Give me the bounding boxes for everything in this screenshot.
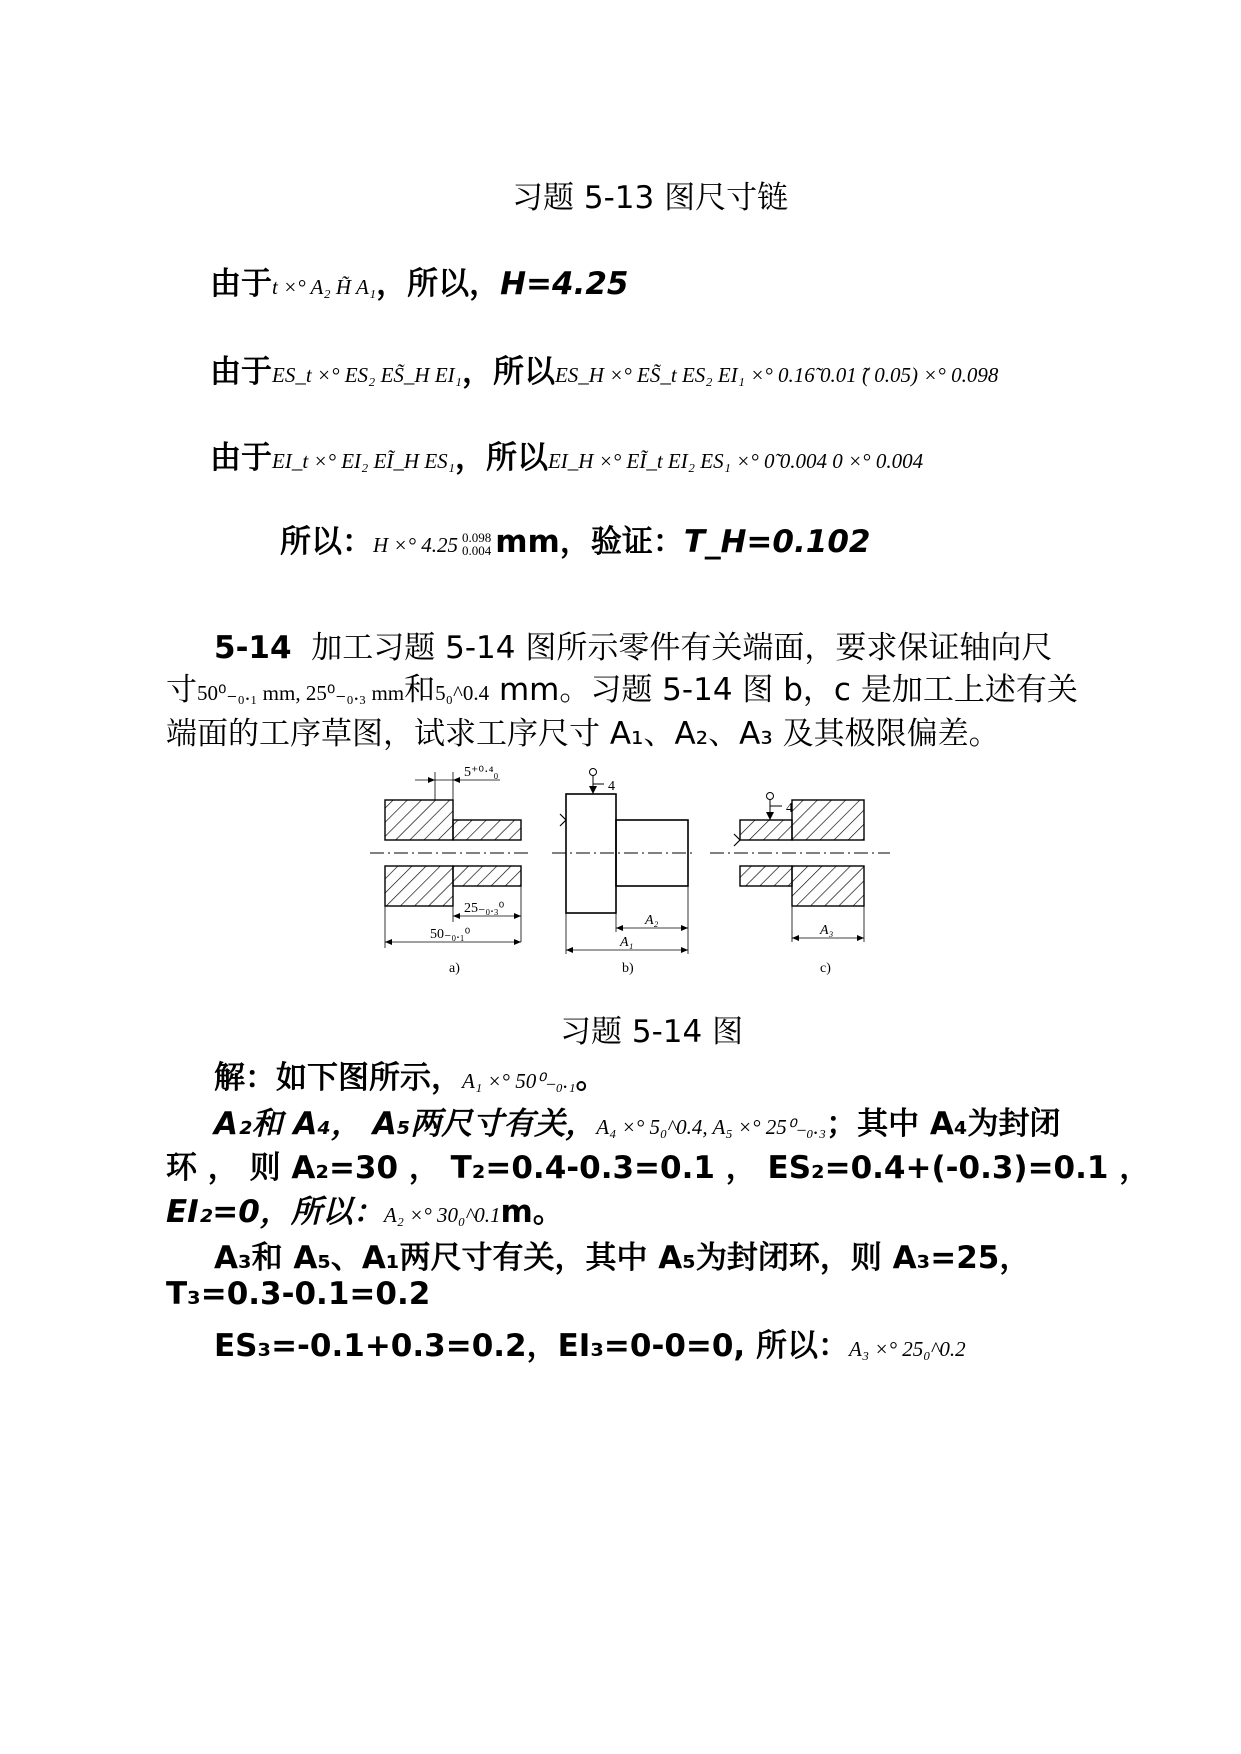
figure-label-4b: 4 xyxy=(608,779,615,794)
figure-label-4c: 4 xyxy=(786,801,793,816)
figure-5-14 xyxy=(360,762,900,982)
eq3-formula-a: EI_t ×° EI₂ EĨ_H ES₁ xyxy=(272,449,455,473)
problem-text-2-end: mm。习题 5-14 图 b，c 是加工上述有关 xyxy=(498,672,1078,708)
equation-line-1 xyxy=(210,258,628,303)
figure-label-A3: A₃ xyxy=(820,923,834,938)
conclusion-check: T_H=0.102 xyxy=(683,524,871,560)
eq3-prefix: 由于 xyxy=(210,440,272,476)
eq3-mid: ，所以 xyxy=(454,440,548,476)
conclusion-upper: 0.098 xyxy=(461,529,492,545)
eq2-mid: ，所以 xyxy=(461,354,555,390)
solution-s2-end: ；其中 A₄为封闭 xyxy=(826,1106,1061,1142)
problem-number: 5-14 xyxy=(214,630,292,666)
problem-dims-inline: 50⁰₋₀.₁ mm, 25⁰₋₀.₃ mm xyxy=(197,681,405,705)
eq2-formula-b: ES_H ×° ES̃_t ES₂ EI₁ ×° 0.16̃ 0.01 ̃( 0.05) ×° 0.098 xyxy=(554,363,999,387)
figure-b-part xyxy=(552,769,695,955)
problem-text-2-and: 和 xyxy=(404,672,436,708)
eq3-formula-b: EI_H ×° EĨ_t EI₂ ES₁ ×° 0̃ 0.004 0 ×° 0.004 xyxy=(547,449,924,473)
figure-label-A2: A₂ xyxy=(645,913,659,928)
eq1-prefix: 由于 xyxy=(210,266,272,302)
figure-sub-b: b) xyxy=(622,961,634,976)
problem-line-2 xyxy=(166,664,1078,709)
solution-line-1 xyxy=(214,1052,607,1097)
equation-line-2 xyxy=(210,346,998,391)
conclusion-tolerance xyxy=(462,531,491,557)
conclusion-line xyxy=(280,516,870,561)
solution-s1-end: 。 xyxy=(575,1060,607,1096)
problem-line-3: 端面的工序草图，试求工序尺寸 A₁、A₂、A₃ 及其极限偏差。 xyxy=(166,716,1000,752)
problem-dim3: 5₀^0.4 xyxy=(435,681,490,705)
conclusion-prefix: 所以： xyxy=(280,524,373,560)
eq2-prefix: 由于 xyxy=(210,354,272,390)
solution-s7-formula: A₃ ×° 25₀^0.2 xyxy=(849,1337,966,1361)
problem-line-1 xyxy=(214,622,1052,667)
solution-line-4 xyxy=(166,1186,564,1231)
eq1-mid: ，所以， xyxy=(376,266,501,302)
figure-label-A1: A₁ xyxy=(620,935,634,950)
figure-sub-c: c) xyxy=(820,961,831,976)
figure-dim-top: 5⁺⁰·⁴₀ xyxy=(464,765,499,780)
eq2-formula-a: ES_t ×° ES₂ ES̃_H EI₁ xyxy=(272,363,462,387)
conclusion-formula: H ×° 4.25 xyxy=(373,533,458,557)
solution-line-6: T₃=0.3-0.1=0.2 xyxy=(166,1276,431,1312)
solution-line-2 xyxy=(214,1098,1060,1143)
solution-line-5: A₃和 A₅、A₁两尺寸有关，其中 A₅为封闭环，则 A₃=25， xyxy=(214,1240,1031,1276)
figure-dim-25: 25₋₀.₃⁰ xyxy=(464,901,505,916)
solution-s7-text: ES₃=-0.1+0.3=0.2，EI₃=0-0=0, 所以： xyxy=(214,1328,850,1364)
conclusion-lower: 0.004 xyxy=(461,542,492,558)
conclusion-unit: mm，验证： xyxy=(495,524,684,560)
problem-text-1: 加工习题 5-14 图所示零件有关端面，要求保证轴向尺 xyxy=(311,630,1053,666)
solution-s4-end: m。 xyxy=(500,1194,564,1230)
solution-s4-text: EI₂=0，所以： xyxy=(166,1194,384,1230)
solution-s4-formula: A₂ ×° 30₀^0.1 xyxy=(383,1203,501,1227)
eq1-result: H=4.25 xyxy=(500,266,629,302)
figure-c-part xyxy=(710,793,890,943)
figure-caption-5-14: 习题 5-14 图 xyxy=(560,1014,744,1050)
solution-line-7 xyxy=(214,1320,966,1365)
figure-caption-5-13: 习题 5-13 图尺寸链 xyxy=(512,180,789,216)
figure-a-part xyxy=(370,772,532,948)
figure-sub-a: a) xyxy=(449,961,460,976)
figure-dim-50: 50₋₀.₁⁰ xyxy=(430,927,471,942)
solution-s1-formula: A₁ ×° 50⁰₋₀.₁ xyxy=(462,1069,576,1093)
solution-s2-formula: A₄ ×° 5₀^0.4, A₅ ×° 25⁰₋₀.₃ xyxy=(596,1115,827,1139)
problem-text-2-start: 寸 xyxy=(166,672,197,708)
solution-s2-text: A₂和 A₄， A₅两尺寸有关， xyxy=(214,1106,597,1142)
solution-line-3: 环 ， 则 A₂=30 ， T₂=0.4-0.3=0.1 ， ES₂=0.4+(-0.3)=0.1 ， xyxy=(166,1150,1151,1186)
solution-s1-text: 解：如下图所示， xyxy=(214,1060,462,1096)
equation-line-3 xyxy=(210,432,923,477)
eq1-formula: t ×° A₂ H̃ A₁ xyxy=(272,275,377,299)
